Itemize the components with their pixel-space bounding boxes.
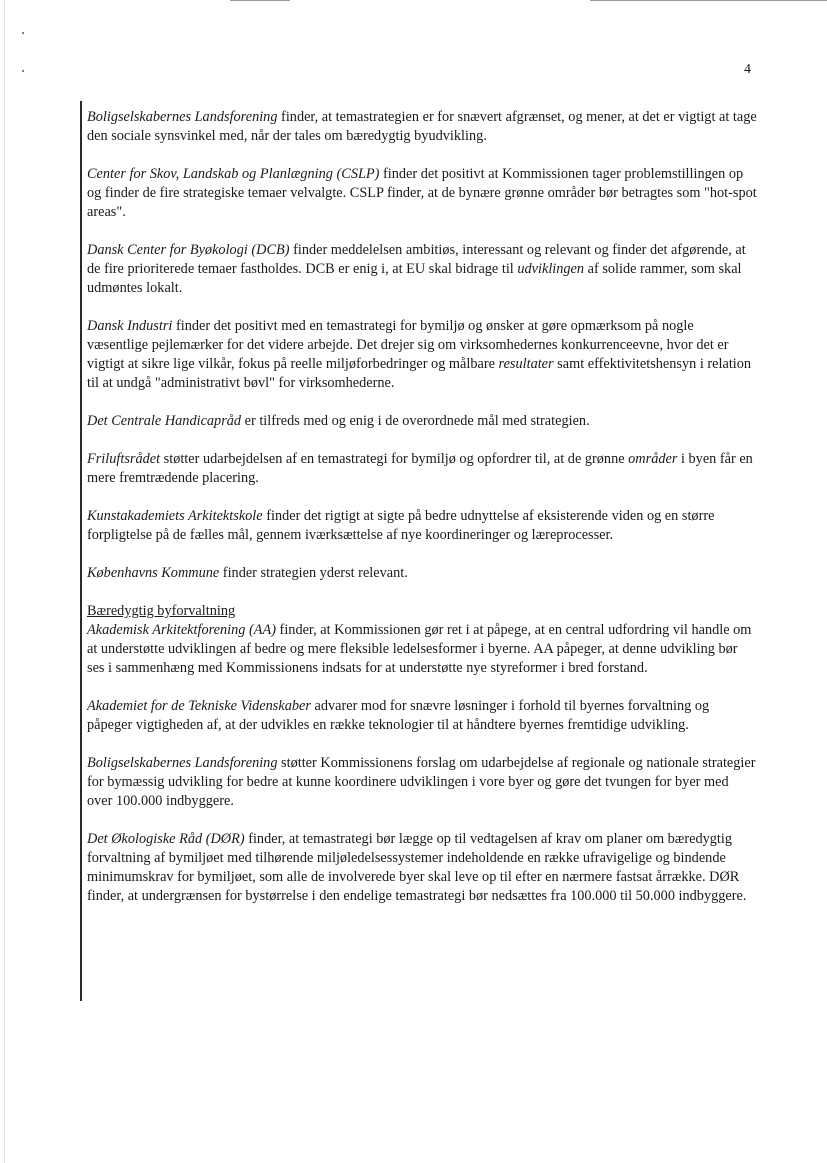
paragraph [87, 830, 757, 906]
paragraph-text: finder det positivt med en temastrategi for bymiljø og ønsker at gøre opmærksom på nogle væsentlige pejlemærker for det videre arbejde. Det drejer sig om virksomhedernes konkurrenceevne, hvor det er vigtigt at sikre lige vilkår, fokus på reelle miljøforbedringer og målbare [87, 318, 729, 372]
paragraph-text: i byen får en mere fremtrædende placering. [87, 451, 753, 486]
paragraph [87, 450, 757, 488]
paragraph [87, 317, 757, 393]
italic-text: resultater [498, 356, 554, 372]
organization-name: Akademiet for de Tekniske Videnskaber [87, 698, 311, 714]
paragraph-text: støtter Kommissionens forslag om udarbejdelse af regionale og nationale strategier for bymæssig udvikling for bedre at kunne koordinere udviklingen i vore byer og gøre det tvungen for byer med over 100.000 indbyggere. [87, 755, 756, 809]
scan-left-edge [4, 0, 5, 1163]
paragraph-text: finder, at Kommissionen gør ret i at påpege, at en central udfordring vil handle om at understøtte udviklingen af bedre og mere fleksible ledelsesformer i byerne. AA påpeger, at denne udvikling bør ses i sammenhæng med Kommissionens indsats for at understøtte nye styreformer i bred forstand. [87, 622, 752, 676]
organization-name: Dansk Center for Byøkologi (DCB) [87, 242, 290, 258]
organization-name: Center for Skov, Landskab og Planlægning (CSLP) [87, 166, 380, 182]
paragraph [87, 165, 757, 222]
document-body [87, 108, 757, 925]
organization-name: Dansk Industri [87, 318, 173, 334]
italic-text: udviklingen [517, 261, 585, 277]
paragraph [87, 507, 757, 545]
organization-name: Boligselskabernes Landsforening [87, 755, 278, 771]
scan-edge-line [590, 0, 827, 1]
paragraph-text: er tilfreds med og enig i de overordnede mål med strategien. [241, 413, 590, 429]
scan-edge-line [230, 0, 290, 1]
organization-name: Københavns Kommune [87, 565, 220, 581]
organization-name: Akademisk Arkitektforening (AA) [87, 622, 276, 638]
italic-text: områder [628, 451, 678, 467]
paragraph-text: advarer mod for snævre løsninger i forhold til byernes forvaltning og påpeger vigtigheden af, at der udvikles en række teknologier til at håndtere byernes fremtidige udvikling. [87, 698, 710, 733]
organization-name: Friluftsrådet [87, 451, 161, 467]
paragraph [87, 564, 757, 583]
organization-name: Det Centrale Handicapråd [87, 413, 242, 429]
paragraph [87, 241, 757, 298]
paragraph [87, 754, 757, 811]
paragraph [87, 697, 757, 735]
paragraph-text: finder, at temastrategien er for snævert afgrænset, og mener, at det er vigtigt at tage den sociale synsvinkel med, når der tales om bæredygtig byudvikling. [87, 109, 757, 144]
paragraph-text: finder, at temastrategi bør lægge op til vedtagelsen af krav om planer om bæredygtig forvaltning af bymiljøet med tilhørende miljøledelsessystemer indeholdende en række ufravigelige og bindende minimumskrav for bymiljøet, som alle de involverede byer skal leve op til efter en nærmere fastsat årrække. DØR finder, at undergrænsen for bystørrelse i den endelige temastrategi bør nedsættes fra 100.000 til 50.000 indbyggere. [87, 831, 747, 904]
section-heading: Bæredygtig byforvaltning [87, 603, 236, 619]
scan-speck [22, 70, 24, 72]
organization-name: Kunstakademiets Arkitektskole [87, 508, 263, 524]
paragraph-text: af solide rammer, som skal udmøntes lokalt. [87, 261, 742, 296]
paragraph-text: finder det positivt at Kommissionen tager problemstillingen op og finder de fire strategiske temaer velvalgte. CSLP finder, at de bynære grønne områder bør betragtes som "hot-spot areas". [87, 166, 757, 220]
paragraph-text: finder det rigtigt at sigte på bedre udnyttelse af eksisterende viden og en større forpligtelse på de fælles mål, gennem iværksættelse af nye koordineringer og læreprocesser. [87, 508, 715, 543]
paragraph-text: samt effektivitetshensyn i relation til at undgå "administrativt bøvl" for virksomhederne. [87, 356, 752, 391]
scan-speck [22, 32, 24, 34]
paragraph [87, 108, 757, 146]
paragraph [87, 621, 757, 678]
paragraph-text: finder meddelelsen ambitiøs, interessant og relevant og finder det afgørende, at de fire prioriterede temaer fastholdes. DCB er enig i, at EU skal bidrage til [87, 242, 746, 277]
organization-name: Det Økologiske Råd (DØR) [87, 831, 245, 847]
paragraph-text: støtter udarbejdelsen af en temastrategi for bymiljø og opfordrer til, at de grønne [160, 451, 629, 467]
page-number: 4 [744, 62, 751, 77]
margin-change-bar [80, 101, 82, 1001]
organization-name: Boligselskabernes Landsforening [87, 109, 278, 125]
paragraph [87, 412, 757, 431]
paragraph-text: finder strategien yderst relevant. [219, 565, 408, 581]
